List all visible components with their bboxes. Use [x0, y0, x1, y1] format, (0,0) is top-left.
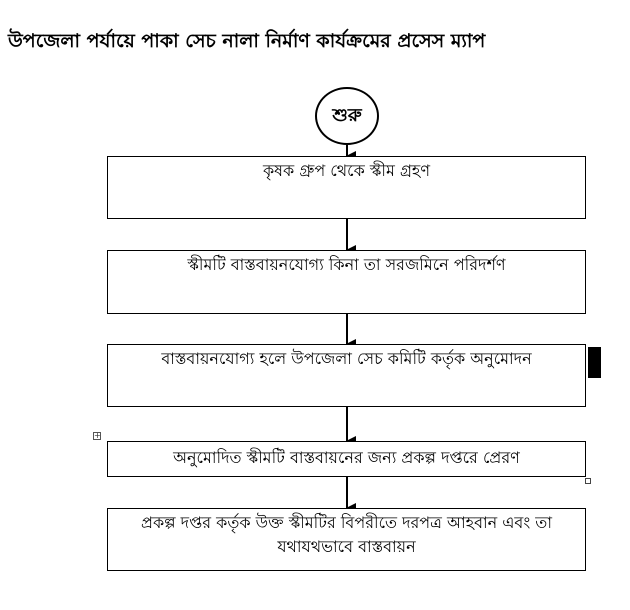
process-step-2 [107, 250, 586, 314]
move-handle-icon[interactable]: + [94, 431, 101, 440]
resize-handle-icon[interactable] [585, 478, 591, 484]
margin-marker [588, 347, 601, 378]
process-step-1-label: কৃষক গ্রুপ থেকে স্কীম গ্রহণ [262, 161, 431, 180]
process-step-2-label: স্কীমটি বাস্তবায়নযোগ্য কিনা তা সরজমিনে পরিদর্শণ [187, 255, 506, 274]
process-step-4-label: অনুমোদিত স্কীমটি বাস্তবায়নের জন্য প্রকল্প দপ্তরে প্রেরণ [173, 448, 520, 467]
process-step-3 [107, 344, 586, 407]
process-step-4 [107, 441, 586, 477]
start-node-label: শুরু [332, 104, 362, 126]
process-step-3-label: বাস্তবায়নযোগ্য হলে উপজেলা সেচ কমিটি কর্তৃক অনুমোদন [161, 349, 532, 368]
start-node [315, 87, 379, 145]
process-step-5-label: প্রকল্প দপ্তর কর্তৃক উক্ত স্কীমটির বিপরীতে দরপত্র আহবান এবং তা যথাযথভাবে বাস্তবায়ন [141, 513, 552, 556]
process-step-1 [107, 156, 586, 219]
diagram-title: উপজেলা পর্যায়ে পাকা সেচ নালা নির্মাণ কার্যক্রমের প্রসেস ম্যাপ [8, 30, 486, 52]
process-step-5 [107, 508, 586, 571]
